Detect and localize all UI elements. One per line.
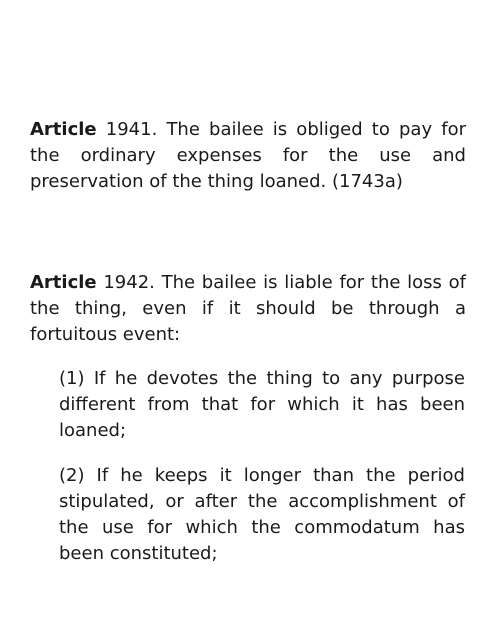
article-1941-paragraph <box>30 117 466 195</box>
article-1941-label: Article <box>30 119 97 140</box>
article-1942-paragraph <box>30 270 466 348</box>
article-1942-clause-1: (1) If he devotes the thing to any purpose different from that for which it has been loaned; <box>59 368 465 441</box>
article-1942-text: 1942. The bailee is liable for the loss of the thing, even if it should be through a fortuitous event: <box>30 272 466 345</box>
article-1942-label: Article <box>30 272 97 293</box>
article-1941 <box>30 117 466 195</box>
article-1942-clause-2: (2) If he keeps it longer than the period stipulated, or after the accomplishment of the use for which the commodatum has been constituted; <box>59 465 465 564</box>
article-1941-text: 1941. The bailee is obliged to pay for the ordinary expenses for the use and preservation of the thing loaned. (1743a) <box>30 119 466 192</box>
article-1942 <box>30 270 466 348</box>
